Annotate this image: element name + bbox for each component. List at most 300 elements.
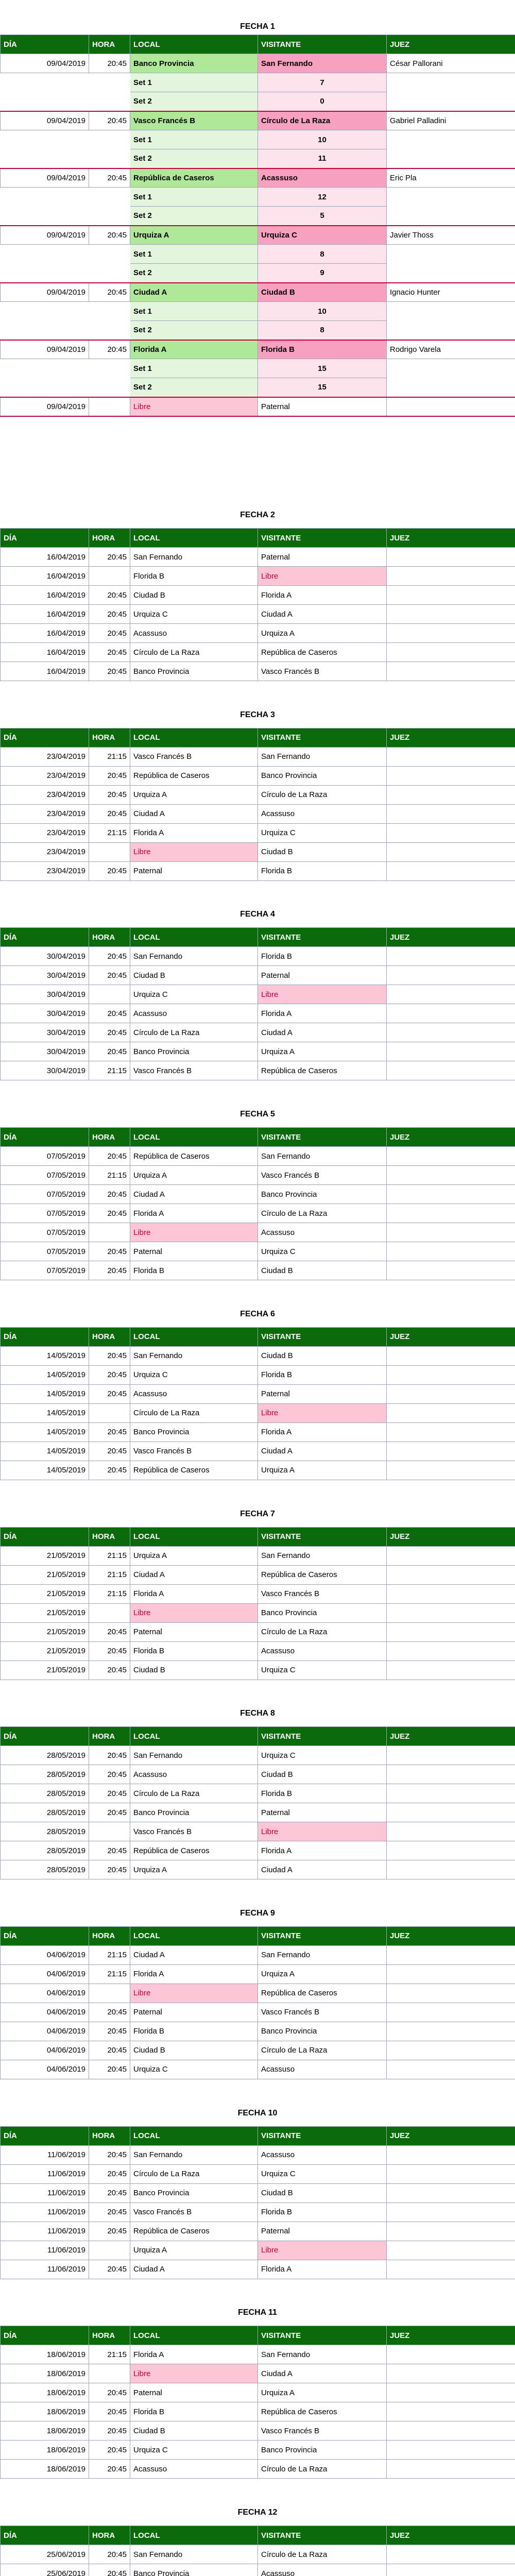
referee [387, 2145, 515, 2164]
match-date: 14/05/2019 [1, 1461, 89, 1480]
referee [387, 1660, 515, 1680]
referee [387, 2183, 515, 2202]
referee [387, 785, 515, 804]
visitor-team: Urquiza C [258, 1746, 387, 1765]
visitor-team: Florida A [258, 1422, 387, 1442]
header-visitante: VISITANTE [258, 928, 387, 947]
header-hora: HORA [89, 1727, 130, 1746]
visitor-team: Libre [258, 1822, 387, 1841]
match-time: 20:45 [89, 1365, 130, 1384]
match-date: 28/05/2019 [1, 1822, 89, 1841]
table-header-row [1, 1926, 515, 1945]
set-label: Set 1 [130, 359, 258, 378]
visitor-team: Urquiza A [258, 1964, 387, 1984]
header-juez: JUEZ [387, 728, 515, 747]
match-date: 04/06/2019 [1, 2060, 89, 2079]
set-empty [1, 245, 89, 264]
visitor-set-score: 9 [258, 264, 387, 283]
match-date: 30/04/2019 [1, 966, 89, 985]
fecha-section [0, 907, 515, 1080]
referee [387, 586, 515, 605]
set-label: Set 2 [130, 378, 258, 397]
match-time: 20:45 [89, 1442, 130, 1461]
header-hora: HORA [89, 928, 130, 947]
match-date: 16/04/2019 [1, 662, 89, 681]
match-row [1, 1365, 515, 1384]
header-dia: DÍA [1, 529, 89, 548]
match-date: 23/04/2019 [1, 804, 89, 823]
match-row [1, 605, 515, 624]
match-date: 04/06/2019 [1, 2041, 89, 2060]
local-team: República de Caseros [130, 1461, 258, 1480]
local-team: Paternal [130, 2383, 258, 2402]
match-row [1, 766, 515, 785]
match-time: 20:45 [89, 662, 130, 681]
match-date: 21/05/2019 [1, 1660, 89, 1680]
match-row [1, 1204, 515, 1223]
match-row [1, 624, 515, 643]
local-team: Urquiza A [130, 226, 258, 245]
match-date: 28/05/2019 [1, 1841, 89, 1860]
set-label: Set 1 [130, 73, 258, 92]
referee [387, 1784, 515, 1803]
fixture-table [0, 728, 515, 881]
set-row [1, 149, 515, 168]
set-row [1, 207, 515, 226]
match-row [1, 1023, 515, 1042]
header-local: LOCAL [130, 2326, 258, 2345]
set-empty [89, 359, 130, 378]
match-row [1, 2402, 515, 2421]
referee [387, 1061, 515, 1080]
match-date: 07/05/2019 [1, 1223, 89, 1242]
visitor-team: Vasco Francés B [258, 662, 387, 681]
match-time: 21:15 [89, 1584, 130, 1603]
set-empty [1, 130, 89, 149]
set-row [1, 73, 515, 92]
visitor-team: Ciudad B [258, 283, 387, 302]
referee [387, 966, 515, 985]
local-team: Vasco Francés B [130, 1822, 258, 1841]
fecha-section [0, 1706, 515, 1879]
set-label: Set 2 [130, 149, 258, 168]
fecha-section [0, 2305, 515, 2479]
local-team: Círculo de La Raza [130, 643, 258, 662]
match-row [1, 823, 515, 842]
referee [387, 2260, 515, 2279]
fixture-table [0, 1726, 515, 1879]
match-row [1, 1660, 515, 1680]
local-team: Ciudad B [130, 966, 258, 985]
referee [387, 766, 515, 785]
header-local: LOCAL [130, 1128, 258, 1147]
match-time: 20:45 [89, 2421, 130, 2441]
match-time [89, 1603, 130, 1622]
local-team: Acassuso [130, 1384, 258, 1403]
match-date: 18/06/2019 [1, 2345, 89, 2364]
match-date: 16/04/2019 [1, 548, 89, 567]
match-time: 20:45 [89, 766, 130, 785]
visitor-team: Florida A [258, 586, 387, 605]
header-local: LOCAL [130, 529, 258, 548]
visitor-team: Acassuso [258, 2060, 387, 2079]
match-time: 20:45 [89, 1023, 130, 1042]
fecha-title: FECHA 7 [240, 1509, 275, 1518]
match-row [1, 2022, 515, 2041]
fixture-table [0, 927, 515, 1080]
fecha-title: FECHA 8 [240, 1709, 275, 1718]
match-time: 20:45 [89, 2145, 130, 2164]
match-row [1, 1746, 515, 1765]
set-empty [387, 378, 515, 397]
header-visitante: VISITANTE [258, 35, 387, 54]
local-team: Ciudad B [130, 2421, 258, 2441]
local-team: San Fernando [130, 1746, 258, 1765]
fecha-section [0, 1506, 515, 1680]
referee [387, 2041, 515, 2060]
local-team: Ciudad B [130, 586, 258, 605]
referee [387, 1042, 515, 1061]
match-time: 21:15 [89, 747, 130, 766]
match-row [1, 1841, 515, 1860]
match-date: 07/05/2019 [1, 1166, 89, 1185]
match-row [1, 1964, 515, 1984]
header-hora: HORA [89, 1527, 130, 1546]
match-row [1, 1945, 515, 1964]
referee [387, 548, 515, 567]
local-team: Urquiza C [130, 2060, 258, 2079]
referee [387, 1603, 515, 1622]
match-date: 21/05/2019 [1, 1622, 89, 1641]
match-date: 14/05/2019 [1, 1403, 89, 1422]
header-juez: JUEZ [387, 35, 515, 54]
visitor-team: Ciudad A [258, 2364, 387, 2383]
header-local: LOCAL [130, 2126, 258, 2145]
match-date: 11/06/2019 [1, 2164, 89, 2183]
referee [387, 1384, 515, 1403]
bye-row [1, 397, 515, 416]
match-row [1, 1984, 515, 2003]
match-time [89, 397, 130, 416]
header-local: LOCAL [130, 1327, 258, 1346]
visitor-team: Acassuso [258, 168, 387, 188]
set-row [1, 130, 515, 149]
match-time: 20:45 [89, 1185, 130, 1204]
local-team: República de Caseros [130, 168, 258, 188]
match-time: 21:15 [89, 823, 130, 842]
match-row [1, 1565, 515, 1584]
match-date: 11/06/2019 [1, 2260, 89, 2279]
match-time: 20:45 [89, 966, 130, 985]
match-time: 20:45 [89, 1204, 130, 1223]
visitor-team: San Fernando [258, 1546, 387, 1565]
header-juez: JUEZ [387, 2326, 515, 2345]
fecha-section [0, 2505, 515, 2576]
match-row [1, 985, 515, 1004]
match-time: 20:45 [89, 168, 130, 188]
table-header-row [1, 1727, 515, 1746]
referee [387, 397, 515, 416]
header-visitante: VISITANTE [258, 2126, 387, 2145]
referee [387, 2345, 515, 2364]
set-empty [1, 207, 89, 226]
local-team: Urquiza C [130, 605, 258, 624]
match-row [1, 2202, 515, 2222]
set-empty [89, 264, 130, 283]
referee [387, 2241, 515, 2260]
local-team: Urquiza A [130, 1166, 258, 1185]
local-team: Urquiza A [130, 1546, 258, 1565]
local-team: Florida B [130, 2402, 258, 2421]
match-time: 20:45 [89, 947, 130, 966]
match-date: 21/05/2019 [1, 1603, 89, 1622]
local-team: Florida A [130, 823, 258, 842]
set-empty [387, 302, 515, 321]
referee [387, 947, 515, 966]
visitor-team: Acassuso [258, 804, 387, 823]
referee: Gabriel Palladini [387, 111, 515, 130]
local-team: Florida A [130, 1964, 258, 1984]
visitor-team: Paternal [258, 548, 387, 567]
fecha-title: FECHA 12 [237, 2508, 278, 2517]
local-team: Vasco Francés B [130, 2202, 258, 2222]
match-row [1, 2060, 515, 2079]
visitor-set-score: 15 [258, 378, 387, 397]
local-team: Vasco Francés B [130, 1442, 258, 1461]
header-juez: JUEZ [387, 2126, 515, 2145]
header-visitante: VISITANTE [258, 1727, 387, 1746]
match-date: 11/06/2019 [1, 2145, 89, 2164]
match-date: 21/05/2019 [1, 1565, 89, 1584]
fixture-table [0, 1926, 515, 2079]
match-date: 18/06/2019 [1, 2364, 89, 2383]
visitor-team: Círculo de La Raza [258, 2460, 387, 2479]
referee [387, 2402, 515, 2421]
match-row [1, 1461, 515, 1480]
header-hora: HORA [89, 2126, 130, 2145]
match-time: 20:45 [89, 2383, 130, 2402]
match-time: 20:45 [89, 605, 130, 624]
set-empty [387, 92, 515, 111]
match-row [1, 1147, 515, 1166]
table-header-row [1, 2526, 515, 2545]
local-team: Ciudad A [130, 1945, 258, 1964]
fecha-title: FECHA 9 [240, 1908, 275, 1918]
referee [387, 2060, 515, 2079]
set-empty [1, 73, 89, 92]
visitor-team: Ciudad B [258, 2183, 387, 2202]
match-row [1, 1061, 515, 1080]
match-time: 21:15 [89, 1061, 130, 1080]
referee [387, 1945, 515, 1964]
match-date: 09/04/2019 [1, 283, 89, 302]
local-team: Libre [130, 842, 258, 861]
referee [387, 1166, 515, 1185]
header-local: LOCAL [130, 2526, 258, 2545]
match-row [1, 586, 515, 605]
referee [387, 2545, 515, 2564]
match-row [1, 966, 515, 985]
visitor-team: Ciudad B [258, 1346, 387, 1365]
match-time [89, 2364, 130, 2383]
match-time: 20:45 [89, 1042, 130, 1061]
visitor-team: Vasco Francés B [258, 1584, 387, 1603]
local-team: Urquiza A [130, 1860, 258, 1879]
match-time: 20:45 [89, 643, 130, 662]
match-row [1, 1223, 515, 1242]
referee [387, 1223, 515, 1242]
visitor-team: Vasco Francés B [258, 2003, 387, 2022]
match-time: 20:45 [89, 2402, 130, 2421]
header-visitante: VISITANTE [258, 1527, 387, 1546]
referee [387, 1242, 515, 1261]
match-row [1, 1384, 515, 1403]
local-team: Ciudad A [130, 1565, 258, 1584]
fixture-table [0, 1527, 515, 1680]
match-time: 20:45 [89, 54, 130, 73]
match-time: 20:45 [89, 111, 130, 130]
set-empty [1, 321, 89, 340]
local-team: Ciudad A [130, 1185, 258, 1204]
visitor-team: Florida B [258, 340, 387, 359]
match-time: 20:45 [89, 340, 130, 359]
local-team: Ciudad B [130, 2041, 258, 2060]
set-label: Set 2 [130, 321, 258, 340]
match-row [1, 1641, 515, 1660]
referee [387, 1565, 515, 1584]
local-team: Urquiza C [130, 985, 258, 1004]
match-date: 21/05/2019 [1, 1584, 89, 1603]
visitor-set-score: 8 [258, 321, 387, 340]
match-row [1, 1346, 515, 1365]
referee [387, 1185, 515, 1204]
local-team: República de Caseros [130, 766, 258, 785]
match-time [89, 1223, 130, 1242]
match-row [1, 2260, 515, 2279]
match-date: 11/06/2019 [1, 2183, 89, 2202]
match-date: 23/04/2019 [1, 861, 89, 880]
set-row [1, 188, 515, 207]
local-team: San Fernando [130, 947, 258, 966]
match-date: 11/06/2019 [1, 2202, 89, 2222]
table-header-row [1, 2126, 515, 2145]
referee [387, 1841, 515, 1860]
local-team: Círculo de La Raza [130, 1023, 258, 1042]
match-date: 04/06/2019 [1, 2003, 89, 2022]
match-date: 30/04/2019 [1, 1023, 89, 1042]
local-team: Urquiza C [130, 1365, 258, 1384]
visitor-set-score: 0 [258, 92, 387, 111]
match-row [1, 283, 515, 302]
referee [387, 1461, 515, 1480]
match-date: 09/04/2019 [1, 54, 89, 73]
match-time: 20:45 [89, 1242, 130, 1261]
referee [387, 2364, 515, 2383]
header-dia: DÍA [1, 1527, 89, 1546]
match-row [1, 861, 515, 880]
match-time: 20:45 [89, 1461, 130, 1480]
referee [387, 1803, 515, 1822]
header-hora: HORA [89, 1926, 130, 1945]
header-local: LOCAL [130, 1727, 258, 1746]
match-date: 21/05/2019 [1, 1641, 89, 1660]
match-time [89, 1403, 130, 1422]
set-empty [387, 359, 515, 378]
visitor-team: República de Caseros [258, 643, 387, 662]
set-empty [387, 188, 515, 207]
match-time: 20:45 [89, 1384, 130, 1403]
set-empty [1, 92, 89, 111]
local-team: Florida A [130, 2345, 258, 2364]
match-row [1, 168, 515, 188]
set-empty [89, 302, 130, 321]
match-date: 09/04/2019 [1, 168, 89, 188]
header-visitante: VISITANTE [258, 2526, 387, 2545]
match-date: 07/05/2019 [1, 1185, 89, 1204]
set-empty [1, 359, 89, 378]
visitor-team: Banco Provincia [258, 2022, 387, 2041]
set-empty [1, 378, 89, 397]
referee: Ignacio Hunter [387, 283, 515, 302]
set-empty [387, 207, 515, 226]
match-date: 30/04/2019 [1, 1004, 89, 1023]
match-time: 20:45 [89, 1784, 130, 1803]
fecha-title: FECHA 5 [240, 1110, 275, 1119]
visitor-team: Paternal [258, 1803, 387, 1822]
referee [387, 1422, 515, 1442]
visitor-team: Ciudad B [258, 842, 387, 861]
table-header-row [1, 35, 515, 54]
local-team: San Fernando [130, 1346, 258, 1365]
match-date: 23/04/2019 [1, 785, 89, 804]
fecha-section [0, 1307, 515, 1480]
visitor-set-score: 7 [258, 73, 387, 92]
match-time: 20:45 [89, 1641, 130, 1660]
referee [387, 2421, 515, 2441]
match-date: 11/06/2019 [1, 2222, 89, 2241]
visitor-team: Paternal [258, 2222, 387, 2241]
local-team: Ciudad A [130, 804, 258, 823]
visitor-set-score: 11 [258, 149, 387, 168]
set-empty [1, 302, 89, 321]
match-date: 16/04/2019 [1, 624, 89, 643]
visitor-team: Libre [258, 2241, 387, 2260]
referee [387, 861, 515, 880]
match-time: 20:45 [89, 624, 130, 643]
match-row [1, 2222, 515, 2241]
set-empty [387, 130, 515, 149]
set-empty [1, 264, 89, 283]
set-empty [387, 73, 515, 92]
table-header-row [1, 2326, 515, 2345]
match-row [1, 842, 515, 861]
referee [387, 1442, 515, 1461]
local-team: Florida A [130, 1584, 258, 1603]
header-dia: DÍA [1, 928, 89, 947]
match-row [1, 2145, 515, 2164]
referee [387, 662, 515, 681]
header-visitante: VISITANTE [258, 2326, 387, 2345]
set-empty [89, 245, 130, 264]
match-time: 20:45 [89, 1860, 130, 1879]
match-row [1, 662, 515, 681]
match-date: 30/04/2019 [1, 947, 89, 966]
visitor-team: Ciudad A [258, 1023, 387, 1042]
fecha-title: FECHA 3 [240, 710, 275, 719]
local-team: San Fernando [130, 2145, 258, 2164]
set-empty [89, 188, 130, 207]
visitor-team: Florida B [258, 1365, 387, 1384]
